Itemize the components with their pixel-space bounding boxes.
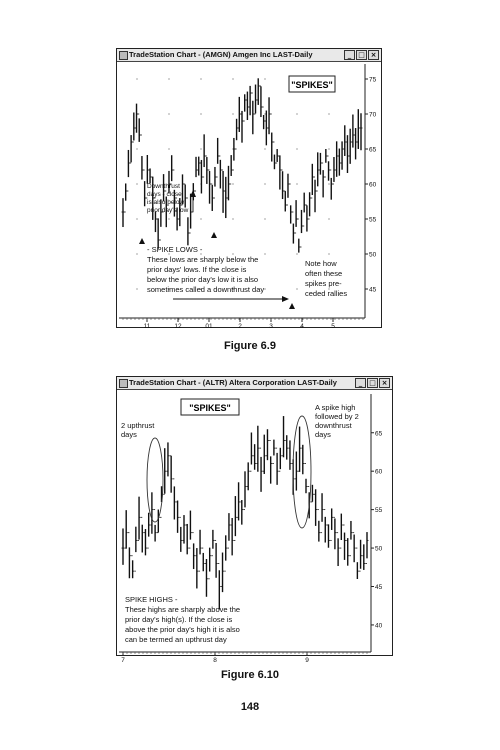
spikes-label: "SPIKES" (189, 403, 231, 413)
date-tick-label: 01 (205, 323, 213, 330)
maximize-button[interactable]: □ (356, 50, 367, 60)
date-tick-label: 4 (300, 323, 304, 330)
spike-highs-line: These highs are sharply above the (125, 605, 241, 614)
date-tick-label: 7 (121, 657, 125, 664)
date-tick-label: 2 (238, 323, 242, 330)
date-tick-label: 12 (174, 323, 182, 330)
grid-dot (232, 78, 233, 79)
chart-title: TradeStation Chart - (AMGN) Amgen Inc LAST-Daily (129, 50, 313, 59)
title-bar (117, 377, 392, 390)
date-tick-label: 3 (269, 323, 273, 330)
spike-high-note-line: followed by 2 (315, 412, 359, 421)
price-tick-label: 55 (369, 216, 377, 224)
date-tick-label: 5 (331, 323, 335, 330)
grid-dot (328, 113, 329, 114)
grid-dot (168, 218, 169, 219)
grid-dot (232, 113, 233, 114)
title-bar (117, 49, 381, 62)
price-tick-label: 60 (375, 468, 383, 476)
grid-dot (136, 218, 137, 219)
grid-dot (136, 288, 137, 289)
price-tick-label: 65 (369, 146, 377, 154)
spike-high-note-line: days (315, 430, 331, 439)
price-tick-label: 60 (369, 181, 377, 189)
note-line: Note how (305, 259, 337, 268)
date-tick-label: 11 (143, 323, 151, 330)
grid-dot (136, 148, 137, 149)
downthrust-note-line: is also below (147, 199, 185, 206)
grid-dot (168, 113, 169, 114)
altr-chart-window (116, 376, 393, 664)
grid-dot (296, 288, 297, 289)
chart-app-icon (119, 51, 128, 60)
chart-title: TradeStation Chart - (ALTR) Altera Corporation LAST-Daily (129, 378, 337, 387)
downthrust-note-line: Downthrust (147, 183, 180, 190)
chart-app-icon (119, 379, 128, 388)
note-line: often these (305, 269, 343, 278)
downthrust-note-line: days - close (147, 191, 182, 198)
date-tick-label: 8 (213, 657, 217, 664)
grid-dot (264, 78, 265, 79)
window-controls (344, 50, 379, 60)
spike-highs-heading: SPIKE HIGHS - (125, 595, 178, 604)
price-tick-label: 55 (375, 507, 383, 515)
spike-high-note-line: A spike high (315, 403, 356, 412)
grid-dot (168, 78, 169, 79)
grid-dot (264, 218, 265, 219)
arrowhead (282, 296, 289, 302)
maximize-button[interactable]: □ (367, 378, 378, 388)
price-tick-label: 45 (369, 286, 377, 294)
grid-dot (264, 288, 265, 289)
grid-dot (296, 113, 297, 114)
grid-dot (328, 148, 329, 149)
price-tick-label: 65 (375, 430, 383, 438)
grid-dot (136, 78, 137, 79)
spike-lows-line: sometimes called a downthrust day (147, 285, 265, 294)
price-tick-label: 50 (369, 251, 377, 259)
note-line: ceded rallies (305, 289, 348, 298)
page-number: 148 (240, 701, 260, 713)
spike-lows-line: prior days' lows. If the close is (147, 265, 247, 274)
grid-dot (200, 148, 201, 149)
price-tick-label: 40 (375, 622, 383, 630)
grid-dot (264, 113, 265, 114)
spike-marker (139, 238, 145, 244)
price-tick-label: 75 (369, 76, 377, 84)
price-chart (117, 62, 381, 330)
spike-lows-line: below the prior day's low it is also (147, 275, 259, 284)
minimize-button[interactable]: _ (355, 378, 366, 388)
grid-dot (328, 218, 329, 219)
spikes-label: "SPIKES" (291, 80, 333, 90)
spike-lows-line: These lows are sharply below the (147, 255, 259, 264)
price-chart (117, 390, 392, 664)
spike-lows-heading: - SPIKE LOWS - (147, 245, 203, 254)
grid-dot (328, 183, 329, 184)
spike-marker (289, 303, 295, 309)
downthrust-note-line: prior day's low (147, 207, 189, 214)
altr-price-chart (117, 390, 392, 664)
amgn-chart-window (116, 48, 382, 328)
figure-caption: Figure 6.9 (224, 340, 276, 352)
spike-highs-line: can be termed an upthrust day (125, 635, 227, 644)
upthrust-note-line: 2 upthrust (121, 421, 155, 430)
spike-marker (211, 232, 217, 238)
spike-high-note-line: downthrust (315, 421, 352, 430)
price-tick-label: 45 (375, 584, 383, 591)
grid-dot (232, 218, 233, 219)
grid-dot (136, 183, 137, 184)
grid-dot (328, 253, 329, 254)
close-button[interactable]: × (368, 50, 379, 60)
minimize-button[interactable]: _ (344, 50, 355, 60)
window-controls (355, 378, 390, 388)
grid-dot (168, 148, 169, 149)
grid-dot (264, 148, 265, 149)
figure-caption: Figure 6.10 (220, 669, 280, 681)
grid-dot (200, 218, 201, 219)
grid-dot (232, 183, 233, 184)
grid-dot (296, 183, 297, 184)
grid-dot (136, 253, 137, 254)
grid-dot (296, 253, 297, 254)
grid-dot (264, 183, 265, 184)
price-tick-label: 50 (375, 545, 383, 553)
upthrust-note-line: days (121, 430, 137, 439)
spike-highs-line: prior day's high(s). If the close is (125, 615, 233, 624)
price-tick-label: 70 (369, 111, 377, 119)
spike-highs-line: above the prior day's high it is also (125, 625, 240, 634)
note-line: spikes pre- (305, 279, 342, 288)
close-button[interactable]: × (379, 378, 390, 388)
grid-dot (264, 253, 265, 254)
grid-dot (296, 148, 297, 149)
grid-dot (200, 113, 201, 114)
grid-dot (200, 78, 201, 79)
amgn-price-chart (117, 62, 381, 330)
date-tick-label: 9 (305, 657, 309, 664)
